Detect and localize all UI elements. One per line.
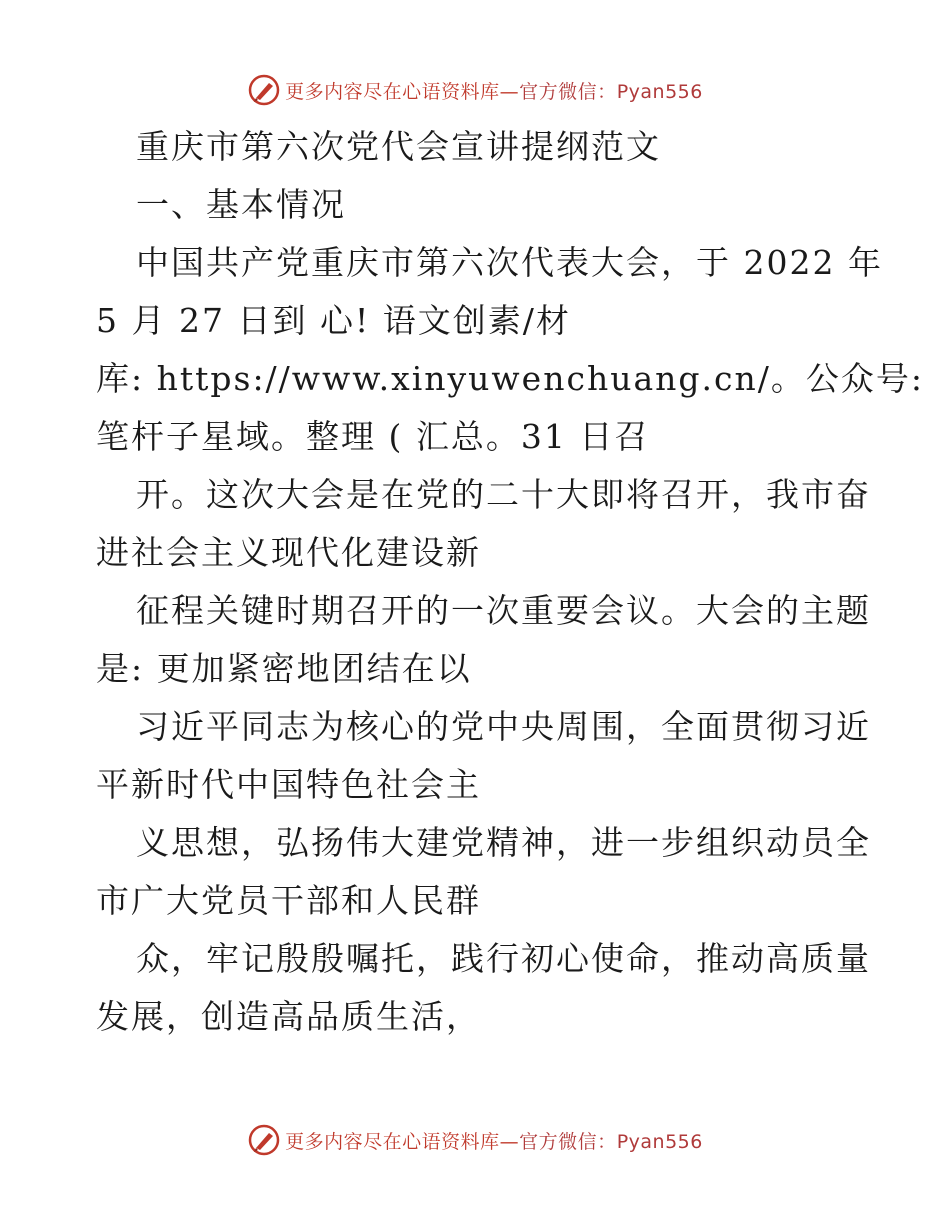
watermark-separator: — [499,1130,520,1153]
paragraph-line: 众，牢记殷殷嘱托，践行初心使命，推动高质量 [136,939,871,978]
document-body [96,118,924,1046]
paragraph-line: 库: https://www.xinyuwenchuang.cn/。公众号: [96,359,924,398]
paragraph-line: 进社会主义现代化建设新 [96,533,481,572]
watermark-text [285,77,703,104]
paragraph-line: 平新时代中国特色社会主 [96,765,481,804]
watermark-separator: — [499,80,520,103]
watermark-text [285,1127,703,1154]
watermark-main: 更多内容尽在心语资料库 [285,1130,500,1153]
paragraph-line: 习近平同志为核心的党中央周围，全面贯彻习近 [136,707,871,746]
paragraph-line: 征程关键时期召开的一次重要会议。大会的主题 [136,591,871,630]
watermark-wechat-label: 官方微信： [519,80,617,103]
pen-logo-icon [247,73,281,107]
paragraph-line: 是: 更加紧密地团结在以 [96,649,472,688]
pen-logo-icon [247,1123,281,1157]
section-heading: 一、基本情况 [136,185,346,224]
watermark-main: 更多内容尽在心语资料库 [285,80,500,103]
paragraph-line: 市广大党员干部和人民群 [96,881,481,920]
paragraph-line: 5 月 27 日到 心! 语文创素/材 [96,301,571,340]
document-title: 重庆市第六次党代会宣讲提纲范文 [136,127,661,166]
watermark-banner-top [0,70,950,110]
paragraph-line: 笔杆子星域。整理 ( 汇总。31 日召 [96,417,650,456]
watermark-wechat-id: Pyan556 [616,1130,703,1153]
paragraph-line: 义思想，弘扬伟大建党精神，进一步组织动员全 [136,823,871,862]
paragraph-line: 中国共产党重庆市第六次代表大会，于 2022 年 [136,243,883,282]
watermark-banner-bottom [0,1120,950,1160]
watermark-wechat-label: 官方微信： [519,1130,617,1153]
watermark-wechat-id: Pyan556 [616,80,703,103]
paragraph-line: 开。这次大会是在党的二十大即将召开，我市奋 [136,475,871,514]
paragraph-line: 发展，创造高品质生活， [96,997,481,1036]
